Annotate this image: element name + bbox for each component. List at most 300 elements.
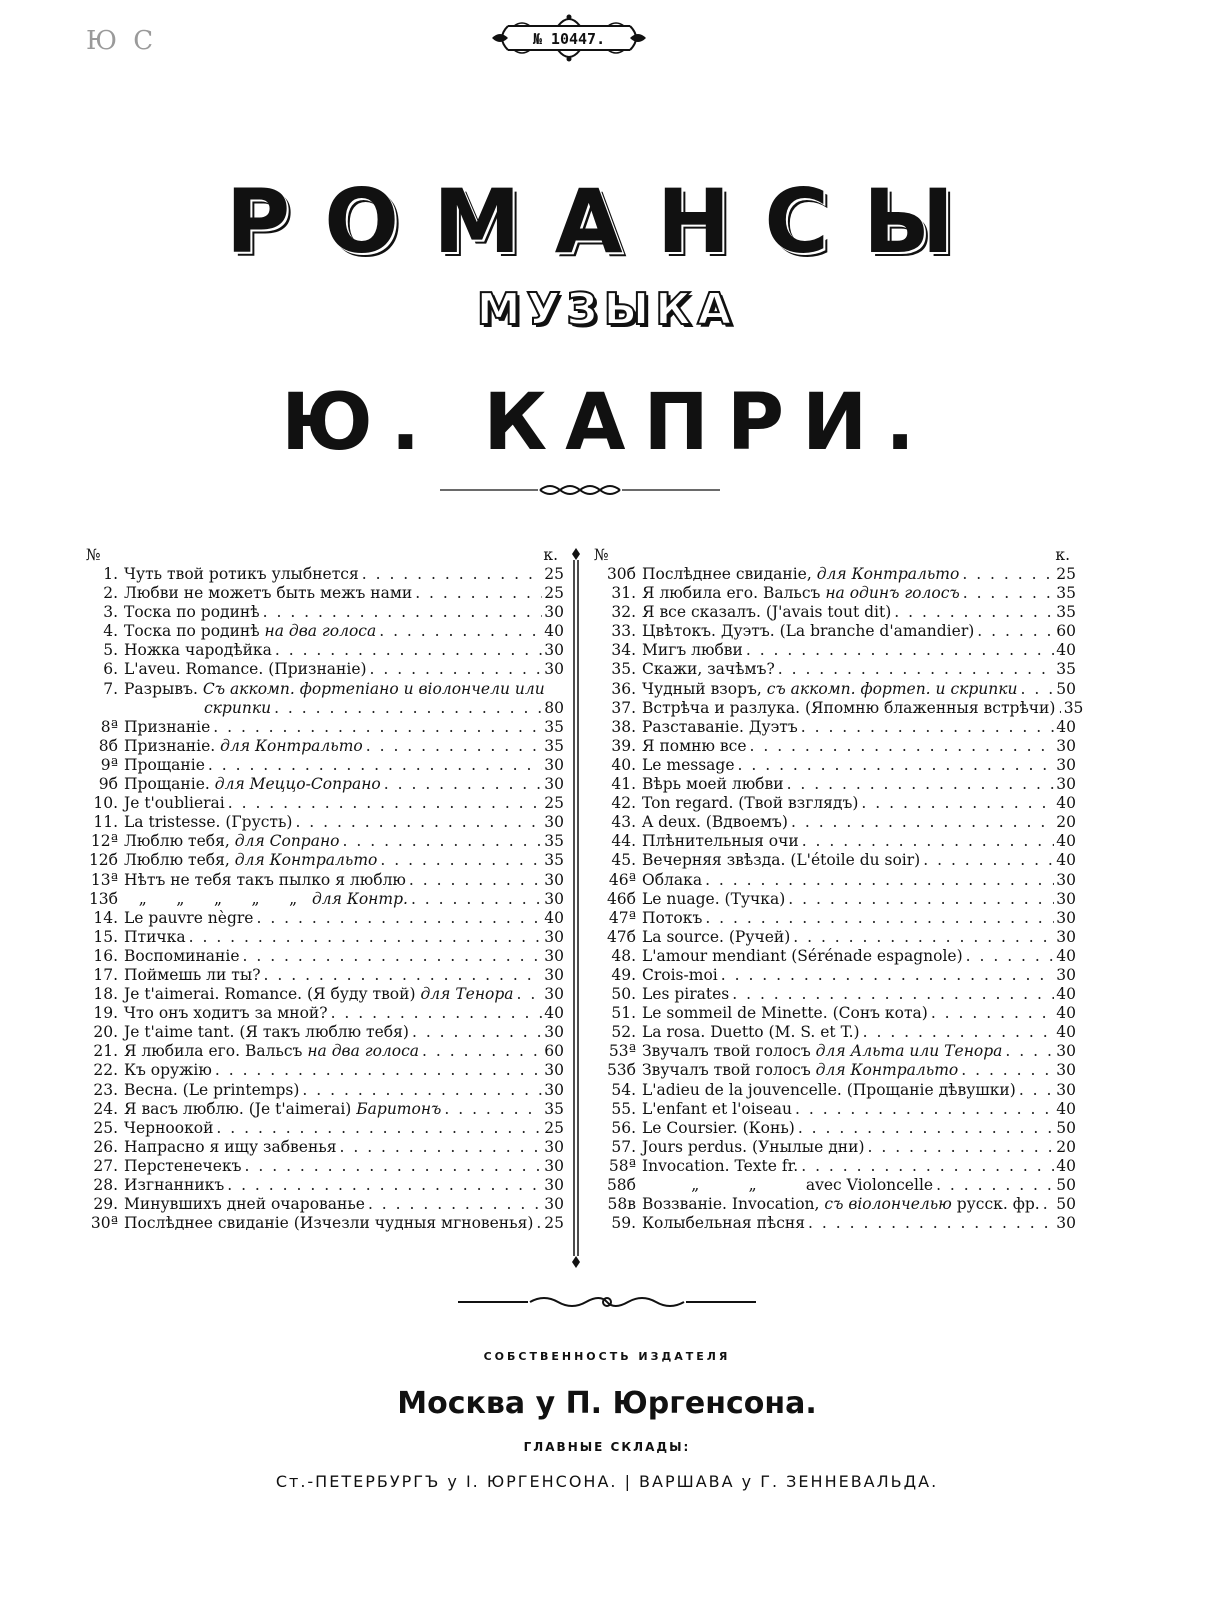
item-title-text: Люблю тебя, bbox=[124, 832, 235, 851]
item-title bbox=[124, 813, 292, 832]
item-title bbox=[642, 565, 959, 584]
divider-ornament-icon bbox=[440, 482, 720, 498]
catalog-row bbox=[76, 680, 564, 699]
item-title-text: Invocation. Texte fr. bbox=[642, 1156, 799, 1175]
item-title-text: Черноокой bbox=[124, 1118, 214, 1137]
item-title bbox=[124, 660, 367, 679]
item-title bbox=[124, 985, 514, 1004]
leader-dots bbox=[784, 775, 1054, 794]
leader-dots bbox=[735, 756, 1054, 775]
item-number: 20. bbox=[93, 1023, 118, 1042]
item-number: 30б bbox=[606, 565, 636, 583]
item-title-text: Тоска по родинѣ bbox=[124, 603, 260, 622]
catalog-row bbox=[76, 1004, 564, 1023]
leader-dots bbox=[958, 1061, 1054, 1080]
item-price: 40 bbox=[544, 1004, 564, 1023]
catalog-row bbox=[594, 1081, 1076, 1100]
item-number: 13ª bbox=[90, 870, 118, 889]
item-title-text: Ton regard. (Твой взглядъ) bbox=[642, 794, 859, 813]
leader-dots bbox=[225, 794, 542, 813]
catalog-row bbox=[76, 756, 564, 775]
item-number: 41. bbox=[611, 775, 636, 794]
item-title bbox=[124, 832, 340, 851]
item-number: 58б bbox=[606, 1176, 636, 1194]
catalog-row bbox=[594, 1023, 1076, 1042]
item-title-text: Le pauvre nègre bbox=[124, 908, 254, 927]
item-title bbox=[642, 1157, 798, 1176]
item-price: 40 bbox=[1056, 851, 1076, 870]
item-price: 30 bbox=[1056, 1214, 1076, 1233]
item-price: 35 bbox=[544, 736, 564, 755]
item-number: 55. bbox=[611, 1099, 636, 1118]
item-number: 53ª bbox=[608, 1042, 636, 1061]
leader-dots bbox=[210, 718, 542, 737]
stores-list: Ст.-ПЕТЕРБУРГЪ у I. ЮРГЕНСОНА. | ВАРШАВА у Г. ЗЕННЕВАЛЬДА. bbox=[275, 1472, 939, 1491]
composer-name: Ю. КАПРИ. bbox=[281, 378, 933, 468]
catalog-row bbox=[594, 1061, 1076, 1080]
item-title bbox=[124, 584, 412, 603]
item-price: 50 bbox=[1056, 1118, 1076, 1137]
item-price: 40 bbox=[1056, 794, 1076, 813]
catalog-row bbox=[594, 832, 1076, 851]
item-title bbox=[124, 890, 408, 909]
leader-dots bbox=[441, 1100, 542, 1119]
item-price: 40 bbox=[1056, 1099, 1076, 1118]
item-number: 24. bbox=[93, 1099, 118, 1118]
item-title-text: Цвѣтокъ. Дуэтъ. (La branche d'amandier) bbox=[642, 622, 975, 641]
catalog-row bbox=[76, 699, 564, 718]
leader-dots bbox=[408, 890, 542, 909]
leader-dots bbox=[960, 584, 1054, 603]
page-title: РОМАНСЫ bbox=[225, 170, 989, 273]
leader-dots bbox=[205, 756, 542, 775]
item-title-text: Послѣднее свиданіе (Изчезли чудныя мгновенья) bbox=[124, 1214, 534, 1233]
leader-dots bbox=[718, 966, 1054, 985]
leader-dots bbox=[743, 641, 1054, 660]
catalog-row bbox=[594, 680, 1076, 699]
item-price: 40 bbox=[1056, 1004, 1076, 1023]
item-number: 58в bbox=[607, 1195, 636, 1214]
catalog-row bbox=[76, 1100, 564, 1119]
leader-dots bbox=[272, 641, 542, 660]
leader-dots bbox=[261, 966, 542, 985]
item-number: 39. bbox=[611, 736, 636, 755]
item-title-text: Ножка чародѣйка bbox=[124, 641, 272, 660]
item-title-text: Прощаніе bbox=[124, 755, 205, 774]
item-price: 30 bbox=[1056, 775, 1076, 794]
item-number: 32. bbox=[611, 603, 636, 622]
item-price: 30 bbox=[1056, 1042, 1076, 1061]
catalog-header bbox=[76, 546, 564, 565]
price-header: к. bbox=[543, 546, 558, 564]
item-title-text: Любви не можетъ быть межъ нами bbox=[124, 584, 413, 603]
item-title bbox=[642, 660, 775, 679]
catalog-row bbox=[76, 1157, 564, 1176]
item-title bbox=[642, 680, 1018, 699]
catalog-row bbox=[76, 584, 564, 603]
catalog-row bbox=[76, 1061, 564, 1080]
leader-dots bbox=[376, 622, 542, 641]
item-number: 18. bbox=[93, 985, 118, 1004]
item-voice-note: для Меццо-Сопрано bbox=[214, 775, 381, 794]
catalog-row bbox=[76, 928, 564, 947]
item-price: 30 bbox=[544, 641, 564, 660]
catalog-row bbox=[594, 947, 1076, 966]
item-voice-note: для Контральто bbox=[816, 565, 960, 583]
item-number: 19. bbox=[93, 1004, 118, 1023]
item-title-text: Чуть твой ротикъ улыбнется bbox=[124, 565, 359, 583]
catalog-row bbox=[76, 890, 564, 909]
item-title-text: Тоска по родинѣ bbox=[124, 622, 265, 641]
item-price: 20 bbox=[1056, 1137, 1076, 1156]
catalog-row bbox=[594, 584, 1076, 603]
leader-dots bbox=[1002, 1042, 1054, 1061]
item-title-text: Къ оружію bbox=[124, 1061, 212, 1080]
item-price: 30 bbox=[544, 603, 564, 622]
item-number: 43. bbox=[611, 813, 636, 832]
item-price: 35 bbox=[544, 717, 564, 736]
catalog-row bbox=[594, 1004, 1076, 1023]
leader-dots bbox=[253, 909, 542, 928]
item-price: 30 bbox=[544, 946, 564, 965]
item-title bbox=[124, 565, 359, 584]
item-price: 35 bbox=[1056, 603, 1076, 622]
catalog-row bbox=[76, 622, 564, 641]
item-title bbox=[124, 1119, 213, 1138]
item-price: 50 bbox=[1056, 1195, 1076, 1214]
item-title-text: L'aveu. Romance. (Признаніе) bbox=[124, 660, 367, 679]
item-number: 8ª bbox=[100, 717, 118, 736]
leader-dots bbox=[860, 1023, 1054, 1042]
item-title bbox=[642, 1061, 958, 1080]
item-title bbox=[124, 622, 376, 641]
item-number: 9б bbox=[98, 775, 118, 794]
catalog-row bbox=[76, 1023, 564, 1042]
catalog-row bbox=[594, 1176, 1076, 1195]
number-header: № bbox=[86, 546, 101, 564]
catalog-row bbox=[76, 775, 564, 794]
item-title bbox=[642, 737, 747, 756]
item-title-text: Разрывъ. bbox=[124, 679, 203, 698]
item-title-text: Нѣтъ не тебя такъ пылко я люблю bbox=[124, 870, 406, 889]
leader-dots bbox=[858, 794, 1054, 813]
item-price: 30 bbox=[1056, 927, 1076, 946]
catalog-right-column bbox=[594, 546, 1084, 1233]
leader-dots bbox=[1018, 680, 1054, 699]
item-price: 25 bbox=[544, 1118, 564, 1137]
item-title-text: Минувшихъ дней очарованье bbox=[124, 1195, 365, 1214]
leader-dots bbox=[865, 1138, 1055, 1157]
item-price: 30 bbox=[1056, 755, 1076, 774]
item-price: 30 bbox=[544, 1195, 564, 1214]
item-number: 48. bbox=[611, 946, 636, 965]
item-number: 49. bbox=[611, 965, 636, 984]
catalog-row bbox=[594, 756, 1076, 775]
item-number: 40. bbox=[611, 755, 636, 774]
item-price: 30 bbox=[544, 927, 564, 946]
item-number: 4. bbox=[103, 622, 118, 641]
divider-ornament-icon bbox=[458, 1294, 756, 1310]
item-voice-note: съ аккомп. фортеп. и скрипки bbox=[766, 679, 1018, 698]
item-voice-note: для Контральто bbox=[815, 1061, 959, 1080]
catalog-row bbox=[594, 603, 1076, 622]
leader-dots bbox=[340, 832, 542, 851]
item-price: 30 bbox=[544, 1080, 564, 1099]
item-voice-note: для Тенора bbox=[420, 985, 514, 1004]
leader-dots bbox=[367, 660, 542, 679]
item-price: 30 bbox=[544, 870, 564, 889]
leader-dots bbox=[798, 1157, 1054, 1176]
item-title-text: Le message bbox=[642, 755, 735, 774]
catalog-row bbox=[594, 851, 1076, 870]
item-title bbox=[642, 622, 974, 641]
item-title-text: L'enfant et l'oiseau bbox=[642, 1099, 793, 1118]
item-title bbox=[124, 1100, 441, 1119]
catalog-row bbox=[76, 565, 564, 584]
item-number: 8б bbox=[98, 736, 118, 755]
item-number: 33. bbox=[611, 622, 636, 641]
item-title bbox=[642, 985, 729, 1004]
catalog-row bbox=[76, 603, 564, 622]
item-title-text: Я помню все bbox=[642, 736, 747, 755]
item-price: 30 bbox=[544, 889, 564, 908]
item-price: 40 bbox=[544, 622, 564, 641]
item-title bbox=[124, 775, 381, 794]
item-price: 40 bbox=[1056, 1156, 1076, 1175]
leader-dots bbox=[328, 1004, 542, 1023]
item-number: 45. bbox=[611, 851, 636, 870]
item-number: 34. bbox=[611, 641, 636, 660]
item-title-text: Вечерняя звѣзда. (L'étoile du soir) bbox=[642, 851, 921, 870]
item-title-text: Что онъ ходитъ за мной? bbox=[124, 1004, 328, 1023]
item-price: 25 bbox=[544, 565, 564, 583]
item-title bbox=[642, 909, 702, 928]
leader-dots bbox=[213, 1119, 542, 1138]
leader-dots bbox=[963, 947, 1054, 966]
item-title-text: Люблю тебя, bbox=[124, 851, 235, 870]
subtitle: МУЗЫКА bbox=[476, 284, 738, 335]
item-price: 30 bbox=[1056, 908, 1076, 927]
item-title-text: Звучалъ твой голосъ bbox=[642, 1061, 816, 1080]
item-title bbox=[124, 1138, 337, 1157]
item-voice-note: для Контральто bbox=[220, 736, 363, 755]
catalog-row bbox=[594, 871, 1076, 890]
margin-note: Ю C bbox=[86, 26, 158, 56]
item-title-text: La tristesse. (Грусть) bbox=[124, 813, 293, 832]
leader-dots bbox=[799, 832, 1054, 851]
leader-dots bbox=[406, 871, 542, 890]
column-separator-icon bbox=[570, 548, 582, 1268]
publisher-label: СОБСТВЕННОСТЬ ИЗДАТЕЛЯ bbox=[483, 1350, 731, 1363]
item-number: 59. bbox=[611, 1214, 636, 1233]
leader-dots bbox=[224, 1176, 542, 1195]
catalog-row bbox=[76, 1138, 564, 1157]
item-voice-note: для Контральто bbox=[234, 851, 378, 870]
item-title bbox=[124, 737, 363, 756]
catalog-row bbox=[76, 985, 564, 1004]
item-title bbox=[642, 1100, 792, 1119]
item-voice-note: для Контр. bbox=[311, 889, 408, 908]
item-title bbox=[124, 1081, 299, 1100]
stores-label: ГЛАВНЫЕ СКЛАДЫ: bbox=[523, 1440, 691, 1454]
item-title bbox=[642, 699, 1055, 718]
item-title-text: Я любила его. Вальсъ bbox=[642, 584, 826, 603]
item-title bbox=[642, 1004, 928, 1023]
item-title bbox=[124, 1042, 419, 1061]
catalog-row bbox=[594, 641, 1076, 660]
item-price: 20 bbox=[1056, 813, 1076, 832]
item-number: 46б bbox=[606, 889, 636, 908]
item-number: 35. bbox=[611, 660, 636, 679]
catalog-row bbox=[594, 698, 1084, 718]
catalog-row bbox=[594, 565, 1076, 584]
price-header: к. bbox=[1055, 546, 1070, 564]
item-title-text: Встрѣча и разлука. (Япомню блаженныя встрѣчи) bbox=[642, 698, 1056, 717]
leader-dots bbox=[702, 871, 1054, 890]
leader-dots bbox=[242, 1157, 542, 1176]
item-title-text: „ „ avec Violoncelle bbox=[642, 1176, 934, 1194]
item-title bbox=[642, 775, 784, 794]
item-title bbox=[124, 947, 240, 966]
leader-dots bbox=[292, 813, 542, 832]
item-title-text: A deux. (Вдвоемъ) bbox=[642, 813, 788, 832]
leader-dots bbox=[212, 1061, 542, 1080]
item-number: 57. bbox=[611, 1137, 636, 1156]
leader-dots bbox=[928, 1004, 1054, 1023]
item-price: 25 bbox=[1056, 565, 1076, 583]
item-price: 40 bbox=[1056, 832, 1076, 851]
leader-dots bbox=[775, 660, 1054, 679]
leader-dots bbox=[299, 1081, 542, 1100]
catalog-row bbox=[76, 851, 564, 870]
item-title-text: Я васъ люблю. (Je t'aimerai) bbox=[124, 1099, 357, 1118]
item-title bbox=[124, 718, 210, 737]
leader-dots bbox=[419, 1042, 542, 1061]
item-price: 30 bbox=[1056, 870, 1076, 889]
item-title-text: Мигъ любви bbox=[642, 641, 743, 660]
catalog-row bbox=[76, 966, 564, 985]
catalog-row bbox=[594, 985, 1076, 1004]
item-title bbox=[642, 1214, 805, 1233]
item-number: 56. bbox=[611, 1118, 636, 1137]
item-title bbox=[642, 1195, 1040, 1214]
catalog-row bbox=[594, 890, 1076, 909]
catalog-row bbox=[594, 1042, 1076, 1061]
item-title bbox=[642, 1042, 1002, 1061]
item-number: 52. bbox=[611, 1023, 636, 1042]
item-number: 42. bbox=[611, 794, 636, 813]
item-title bbox=[642, 718, 798, 737]
item-title-text: L'amour mendiant (Sérénade espagnole) bbox=[642, 946, 963, 965]
item-title bbox=[642, 966, 718, 985]
catalog-row bbox=[594, 1214, 1076, 1233]
item-title bbox=[124, 966, 261, 985]
leader-dots bbox=[1040, 1195, 1054, 1214]
leader-dots bbox=[533, 1214, 542, 1233]
item-title bbox=[642, 813, 788, 832]
item-title bbox=[642, 871, 702, 890]
item-number: 10. bbox=[93, 794, 118, 813]
item-title-text: La source. (Ручей) bbox=[642, 927, 791, 946]
item-price: 30 bbox=[1056, 1080, 1076, 1099]
leader-dots bbox=[795, 1119, 1054, 1138]
item-title bbox=[642, 928, 790, 947]
item-number: 37. bbox=[611, 698, 636, 717]
item-price: 35 bbox=[544, 832, 564, 851]
item-number: 5. bbox=[103, 641, 118, 660]
item-title bbox=[124, 851, 377, 870]
leader-dots bbox=[363, 737, 542, 756]
item-title-text: Признаніе bbox=[124, 717, 211, 736]
item-number: 12б bbox=[88, 851, 118, 870]
item-number: 25. bbox=[93, 1118, 118, 1137]
leader-dots bbox=[920, 851, 1054, 870]
item-title bbox=[124, 641, 272, 660]
catalog-row bbox=[594, 775, 1076, 794]
item-price: 30 bbox=[1056, 1061, 1076, 1080]
leader-dots bbox=[798, 718, 1054, 737]
item-number: 44. bbox=[611, 832, 636, 851]
item-title bbox=[124, 1214, 533, 1233]
item-title bbox=[124, 1023, 409, 1042]
leader-dots bbox=[747, 737, 1055, 756]
item-price: 30 bbox=[544, 1137, 564, 1156]
item-voice-note: Съ аккомп. фортепiано и віолончели или bbox=[202, 679, 545, 698]
leader-dots bbox=[271, 699, 542, 718]
catalog-row bbox=[76, 641, 564, 660]
item-number: 14. bbox=[93, 908, 118, 927]
leader-dots bbox=[514, 985, 542, 1004]
item-price: 35 bbox=[544, 851, 564, 870]
item-voice-note: на одинъ голосъ bbox=[825, 584, 960, 603]
item-title-text: Изгнанникъ bbox=[124, 1176, 225, 1194]
item-number: 3. bbox=[103, 603, 118, 622]
item-title bbox=[642, 756, 735, 775]
leader-dots bbox=[381, 775, 542, 794]
item-title bbox=[124, 680, 545, 699]
item-number: 38. bbox=[611, 717, 636, 736]
item-title-text: Crois-moi bbox=[642, 965, 718, 984]
leader-dots bbox=[729, 985, 1054, 1004]
item-title-text: Воззваніе. Invocation, bbox=[642, 1195, 825, 1214]
item-price: 25 bbox=[544, 1214, 564, 1233]
item-title bbox=[642, 1023, 860, 1042]
item-voice-note: на два голоса bbox=[307, 1042, 420, 1061]
item-title-text: Потокъ bbox=[642, 908, 703, 927]
item-title-text: Я все сказалъ. (J'avais tout dit) bbox=[642, 603, 892, 622]
catalog-row bbox=[594, 660, 1076, 679]
item-number: 28. bbox=[93, 1176, 118, 1194]
item-price: 35 bbox=[544, 1099, 564, 1118]
item-price: 80 bbox=[544, 698, 564, 717]
catalog-row bbox=[594, 1157, 1076, 1176]
catalog-row bbox=[76, 1195, 564, 1214]
item-title-text: Птичка bbox=[124, 927, 186, 946]
item-title-text: Послѣднее свиданіе, bbox=[642, 565, 817, 583]
item-title bbox=[642, 584, 960, 603]
item-price: 30 bbox=[544, 755, 564, 774]
item-voice-note: для Сопрано bbox=[234, 832, 340, 851]
item-voice-note: съ віолончелью bbox=[824, 1195, 952, 1214]
catalog-row bbox=[76, 947, 564, 966]
item-number: 27. bbox=[93, 1156, 118, 1175]
item-title-text: Колыбельная пѣсня bbox=[642, 1214, 806, 1233]
item-voice-note: скрипки bbox=[204, 698, 272, 717]
item-title-text: Je t'aime tant. (Я такъ люблю тебя) bbox=[124, 1023, 409, 1042]
item-price: 30 bbox=[1056, 736, 1076, 755]
catalog-row bbox=[594, 718, 1076, 737]
item-title-text: Разставаніе. Дуэтъ bbox=[642, 717, 798, 736]
